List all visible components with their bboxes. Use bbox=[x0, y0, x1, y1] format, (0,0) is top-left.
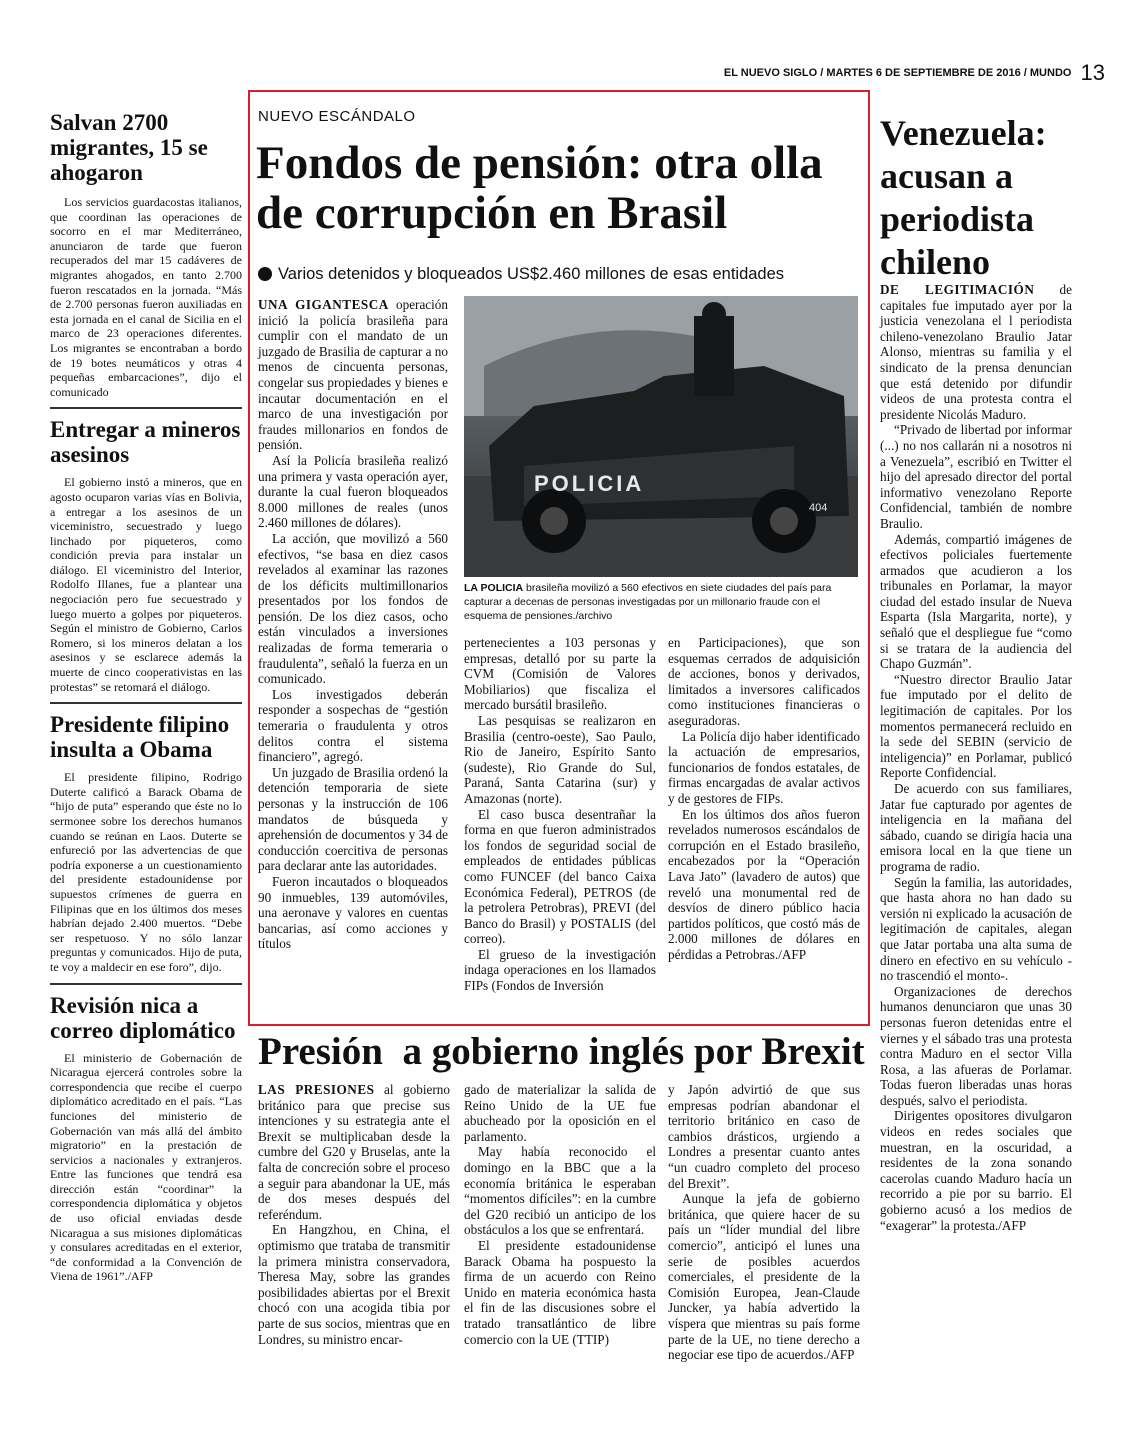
venezuela-p3: Además, compartió imágenes de efectivos policiales fuertemente armados que acudieron a los tribunales en Porlamar, la mayor ciudad del estado insular de Nueva Esparta (Isla Margarita, norte), y señaló que el despliegue fue “como si se tratara de la audiencia del Chapo Guzmán”. bbox=[880, 531, 1072, 672]
brexit-col-2 bbox=[464, 1082, 656, 1347]
brexit-col-3 bbox=[668, 1082, 860, 1363]
brief-headline: Revisión nica a correo diplomático bbox=[50, 992, 236, 1043]
photo-police-text: POLICIA bbox=[534, 471, 645, 496]
subhead-text: Varios detenidos y bloqueados US$2.460 millones de esas entidades bbox=[278, 265, 785, 283]
brasil-p8: Las pesquisas se realizaron en Brasilia (centro-oeste), Sao Paulo, Rio de Janeiro, Espírito Santo (sudeste), Rio Grande do Sul, Paraná, Santa Catarina (sur) y Amazonas (norte). bbox=[464, 712, 656, 806]
police-truck-image bbox=[464, 296, 858, 577]
lead-in: DE LEGITIMACIÓN bbox=[880, 282, 1035, 297]
photo-caption bbox=[464, 581, 858, 623]
bullet-icon bbox=[258, 267, 272, 281]
brexit-p3: gado de materializar la salida de Reino Unido de la UE fue abucheado por la oposición en el parlamento. bbox=[464, 1082, 656, 1144]
brief-text: El gobierno instó a mineros, que en agosto ocuparon varias vías en Bolivia, a entregar a los asesinos de un viceministro, secuestrado y luego linchado por piqueteros, como condición previa para instalar un diálogo. El viceministro del Interior, Rodolfo Illanes, fue a plantear una negociación pero fue secuestrado y luego muerto a golpes por piqueteros. Según el ministro de Gobierno, Carlos Romero, si los mineros delatan a los asesinos y se esclarece además la muerte de cinco cooperativistas en las protestas” se retomará el diálogo. bbox=[50, 475, 242, 694]
brief-text: El presidente filipino, Rodrigo Duterte calificó a Barack Obama de “hijo de puta” esperando que éste no lo sermonee sobre los derechos humanos cuando se reúnan en Laos. Duterte se enfureció por las advertencias de que podría exponerse a un cuestionamiento del presidente estadounidense por supuestos crímenes de guerra en Filipinas que en los últimos dos meses habrían dejado 2.400 muertos. “Debe ser respetuoso. Y no sólo lanzar preguntas y comunicados. Hijo de puta, te voy a maldecir en ese foro”, dijo. bbox=[50, 770, 242, 974]
brief-filipino bbox=[50, 712, 242, 974]
divider bbox=[50, 407, 242, 409]
brexit-headline: Presión a gobierno inglés por Brexit bbox=[258, 1030, 865, 1073]
masthead bbox=[720, 60, 1105, 84]
venezuela-p6: Según la familia, las autoridades, que hasta ahora no han dado su versión ni explicado la acusación de legitimación de capitales, alegan que Jatar portaba una alta suma de dinero en efectivo en su vehículo -no trascendió el monto-. bbox=[880, 874, 1072, 984]
caption-lead: LA POLICIA bbox=[464, 582, 524, 594]
brasil-p4: Los investigados deberán responder a sospechas de “gestión temeraria o fraudulenta y otros delitos contra el sistema financiero”, agregó. bbox=[258, 686, 448, 765]
brasil-p10: El grueso de la investigación indaga operaciones en los llamados FIPs (Fondos de Inversión bbox=[464, 946, 656, 994]
venezuela-p2: “Privado de libertad por informar (...) no nos callarán ni a nosotros ni a Venezuela”, escribió en Twitter el hijo del apresado director del portal informativo venezolano Reporte Confidencial, también de nombre Braulio. bbox=[880, 422, 1072, 531]
brief-migrantes bbox=[50, 110, 242, 399]
lead-in: UNA GIGANTESCA bbox=[258, 297, 389, 312]
masthead-line: EL NUEVO SIGLO / MARTES 6 DE SEPTIEMBRE DE 2016 / MUNDO bbox=[723, 66, 1072, 79]
venezuela-body bbox=[880, 282, 1072, 1233]
venezuela-headline: Venezuela: acusan a periodista chileno bbox=[880, 113, 1047, 282]
brasil-col-3 bbox=[668, 635, 860, 962]
brexit-p2: En Hangzhou, en China, el optimismo que trataba de transmitir la primera ministra conservadora, Theresa May, sobre las grandes posibilidades abiertas por el Brexit chocó con una acogida tibia por parte de sus socios, mientras que en Londres, su ministro encar- bbox=[258, 1222, 450, 1347]
brasil-headline: Fondos de pensión: otra olla de corrupción en Brasil bbox=[256, 137, 823, 239]
brasil-p3: La acción, que movilizó a 560 efectivos, “se basa en diez casos revelados al examinar las razones de los déficits multimillonarios presentados por los fondos de pensión. De los diez casos, ocho están vinculados a inversiones realizadas de forma temeraria o fraudulenta”, señaló la fuerza en un comunicado. bbox=[258, 530, 448, 687]
page-number: 13 bbox=[1080, 60, 1105, 85]
brasil-p12: La Policía dijo haber identificado la actuación de empresarios, funcionarios de fondos estatales, de firmas encargadas de avalar activos y de gestores de FIPs. bbox=[668, 728, 860, 806]
brasil-subhead bbox=[258, 265, 858, 284]
brasil-col-1 bbox=[258, 297, 448, 952]
venezuela-p5: De acuerdo con sus familiares, Jatar fue capturado por agentes de inteligencia en la mañana del sábado, cuando se dirigía hacia una emisora local en la que tiene un programa de radio. bbox=[880, 781, 1072, 874]
brasil-p11: en Participaciones), que son esquemas cerrados de adquisición de acciones, bonos y derivados, limitados a inversores calificados como instituciones financieras o aseguradoras. bbox=[668, 635, 860, 728]
photo-number-text: 404 bbox=[809, 502, 828, 514]
venezuela-p8: Dirigentes opositores divulgaron videos en redes sociales que muestran, en la oscuridad, a residentes de la zona sonando cacerolas cuando Maduro hacía un recorrido a pie por su barrio. El gobierno acusó a los medios de “exagerar” la protesta./AFP bbox=[880, 1108, 1072, 1233]
brexit-p1: LAS PRESIONES al gobierno británico para que precise sus intenciones y su estrategia ante el Brexit se multiplicaban desde la cumbre del G20 y Bruselas, ante la falta de concreción sobre el proceso a seguir para abandonar la UE, más de dos meses después del referéndum. bbox=[258, 1082, 450, 1222]
brasil-p7: pertenecientes a 103 personas y empresas, detalló por su parte la CVM (Comisión de Valores Mobiliarios) que fiscaliza el mercado bursátil brasileño. bbox=[464, 635, 656, 713]
brasil-col-2 bbox=[464, 635, 656, 994]
brief-nicaragua bbox=[50, 993, 242, 1285]
brief-text: El ministerio de Gobernación de Nicaragua ejercerá controles sobre la correspondencia que recibe el cuerpo diplomático acreditado en el país. “Las funciones del ministerio de Gobernación van más allá del ámbito migratorio” en la prestación de servicios a nacionales y extranjeros. Entre las funciones que tendrá esa dirección están “coordinar” la correspondencia diplomática y objetos de uso oficial enviadas desde Nicaragua a sus misiones diplomáticas y consulares acreditadas en el exterior, “de conformidad a la Convención de Viena de 1961”./AFP bbox=[50, 1050, 242, 1284]
brief-headline: Salvan 2700 migrantes, 15 se ahogaron bbox=[50, 110, 208, 185]
brexit-p5: El presidente estadounidense Barack Obama ha pospuesto la firma de un acuerdo con Reino Unido en materia económica hasta el fin de las discusiones sobre el tratado transatlántico de libre comercio con la UE (TTIP) bbox=[464, 1237, 656, 1347]
kicker: NUEVO ESCÁNDALO bbox=[258, 108, 416, 125]
brexit-p4: May había reconocido el domingo en la BBC que a la economía británica le esperaban “momentos difíciles”: en la cumbre del G20 recibió un anticipo de los obstáculos a los que se enfrentará. bbox=[464, 1144, 656, 1238]
brasil-p6: Fueron incautados o bloqueados 90 inmuebles, 139 automóviles, una aeronave y valores en cuentas bancarias, así como acciones y títulos bbox=[258, 873, 448, 952]
venezuela-p1: DE LEGITIMACIÓN de capitales fue imputado ayer por la justicia venezolana el l periodista chileno-venezolano Braulio Jatar Alonso, mientras su familia y el sindicato de la prensa denuncian que está detenido por difundir videos de una protesta contra el presidente Nicolás Maduro. bbox=[880, 282, 1072, 422]
brasil-p9: El caso busca desentrañar la forma en que fueron administrados los fondos de seguridad social de empleados de entidades públicas como FUNCEF (del banco Caixa Económica Federal), PETROS (de la petrolera Petrobras), PREVI (del Banco do Brasil) y POSTALIS (del correo). bbox=[464, 806, 656, 947]
brief-text: Los servicios guardacostas italianos, que coordinan las operaciones de socorro en el mar Mediterráneo, anunciaron de tarde que fueron recuperados del mar 15 cadáveres de migrantes ahogados, en tanto 2.700 fueron rescatados en la jornada. “Más de 2.700 personas fueron auxiliadas en esta jornada en el canal de Sicilia en el marco de 23 operaciones diferentes. Los migrantes se encontraban a bordo de 19 botes neumáticos y otras 4 pequeñas embarcaciones”, dijo el comunicado bbox=[50, 195, 242, 399]
brexit-p6: y Japón advirtió de que sus empresas podrían abandonar el territorio británico en caso de cambios drásticos, urgiendo a Londres a presentar cuanto antes “un cuadro completo del proceso del Brexit”. bbox=[668, 1082, 860, 1191]
left-column bbox=[50, 110, 242, 1284]
brasil-p1: UNA GIGANTESCA operación inició la policía brasileña para cumplir con el mandato de un juzgado de Brasilia de capturar a no menos de cincuenta personas, congelar sus propiedades y bienes e incautar documentación en el marco de una investigación por fraudes millonarios en fondos de pensión. bbox=[258, 297, 448, 453]
divider bbox=[50, 702, 242, 704]
police-photo bbox=[464, 296, 858, 577]
divider bbox=[50, 983, 242, 985]
venezuela-p4: “Nuestro director Braulio Jatar fue imputado por el delito de legitimación de capitales. Por los momentos permanecerá recluido en la sede del SEBIN (servicio de inteligencia)” en Porlamar, publicó Reporte Confidencial. bbox=[880, 671, 1072, 781]
brasil-p5: Un juzgado de Brasilia ordenó la detención temporaria de siete personas y la instrucción de 106 mandatos de búsqueda y aprehensión de documentos y 34 de conducción coercitiva de personas para declarar ante las autoridades. bbox=[258, 764, 448, 874]
brexit-p7: Aunque la jefa de gobierno británica, que quiere hacer de su país un “líder mundial del libre comercio”, anticipó el lunes una serie de posibles acuerdos comerciales, el presidente de la Comisión Europea, Jean-Claude Juncker, ya había advertido la víspera que mientras su país forme parte de la UE, no tiene derecho a negociar ese tipo de acuerdos./AFP bbox=[668, 1191, 860, 1363]
brief-headline: Entregar a mineros asesinos bbox=[50, 417, 241, 468]
brief-headline: Presidente filipino insulta a Obama bbox=[50, 712, 230, 763]
brexit-col-1 bbox=[258, 1082, 450, 1347]
brief-mineros bbox=[50, 417, 242, 694]
brasil-p2: Así la Policía brasileña realizó una primera y vasta operación ayer, durante la cual fueron bloqueados 8.000 millones de reales (unos 2.460 millones de dólares). bbox=[258, 452, 448, 531]
brasil-p13: En los últimos dos años fueron revelados numerosos escándalos de corrupción en el Estado brasileño, encabezados por la “Operación Lava Jato” (lavadero de autos) que reveló una monumental red de desvíos de dinero público hacia partidos políticos, que costó más de 2.000 millones de dólares en pérdidas a Petrobras./AFP bbox=[668, 806, 860, 962]
venezuela-p7: Organizaciones de derechos humanos denunciaron que unas 30 personas fueron detenidas entre el viernes y el sábado tras una protesta contra Maduro en el sector Villa Rosa, a las afueras de Porlamar. Todas fueron liberadas unas horas después, salvo el periodista. bbox=[880, 983, 1072, 1108]
caption-text: brasileña movilizó a 560 efectivos en siete ciudades del país para capturar a decenas de personas investigadas por un millonario fraude con el esquema de pensiones./archivo bbox=[464, 582, 832, 622]
lead-in: LAS PRESIONES bbox=[258, 1082, 375, 1097]
